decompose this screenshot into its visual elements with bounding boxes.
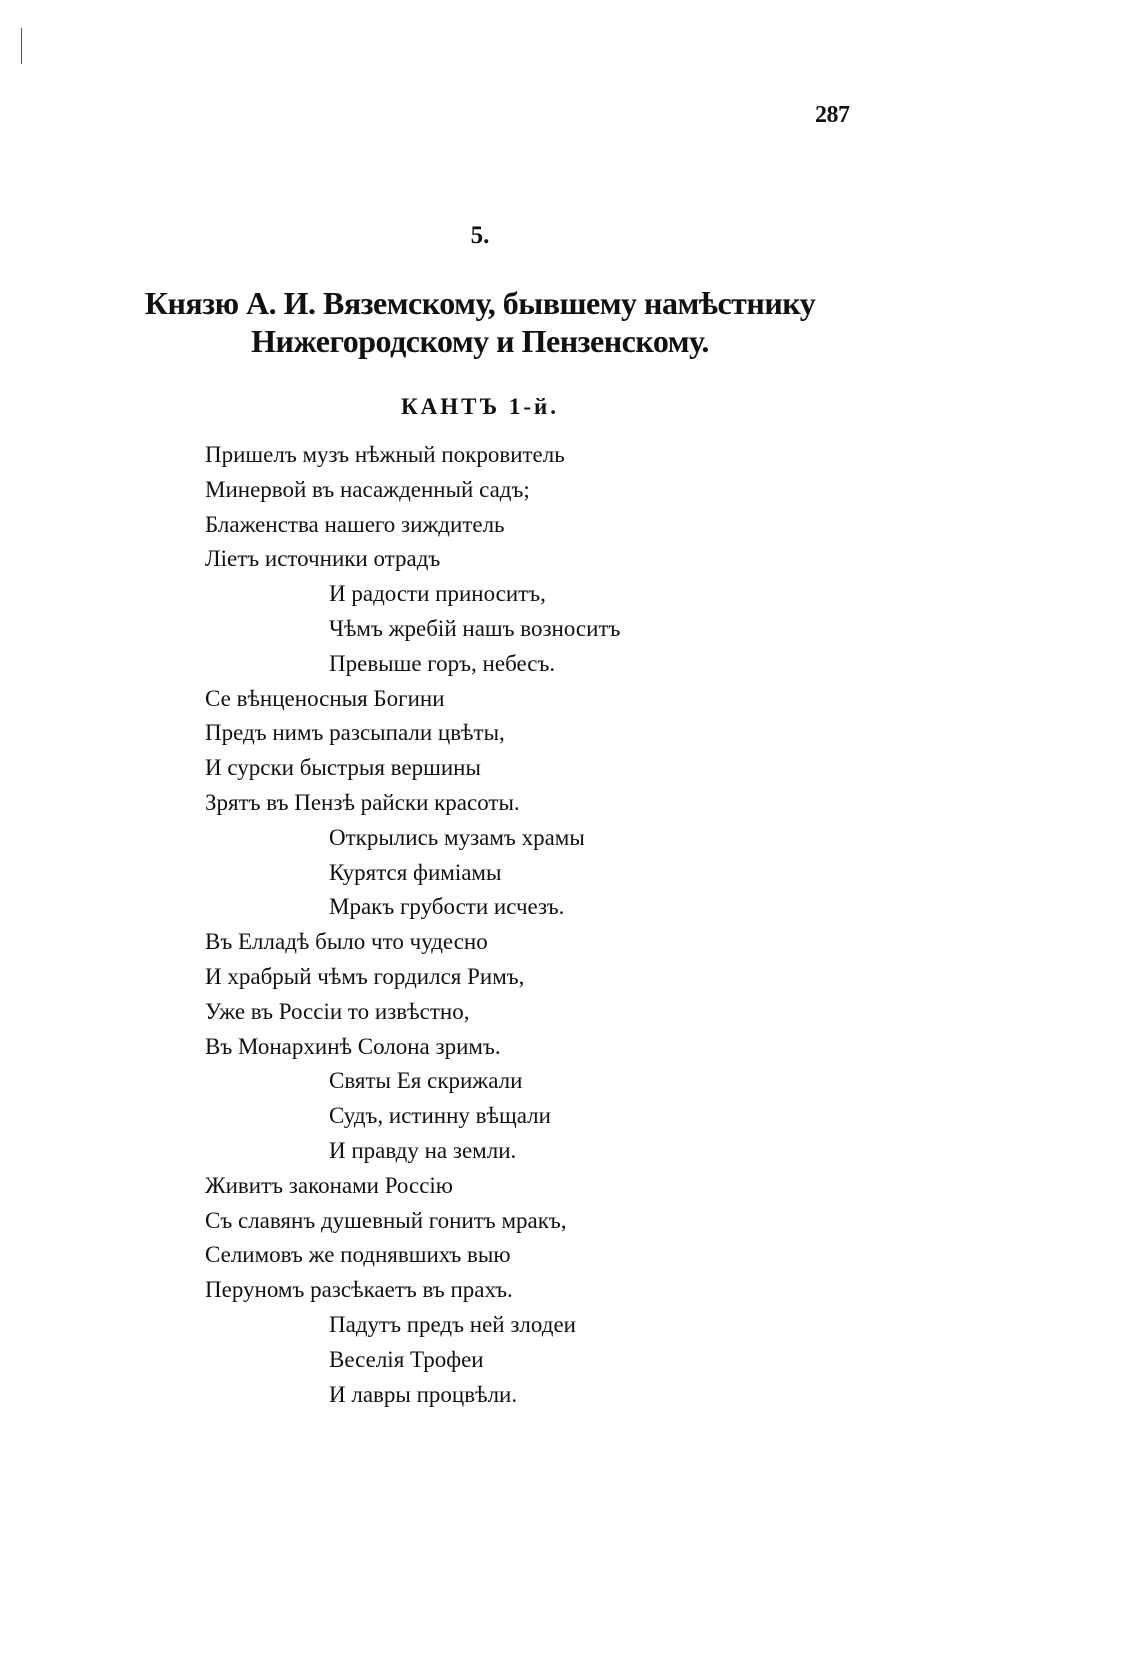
verse-line: Перуномъ разсѣкаетъ въ прахъ. <box>205 1277 513 1303</box>
poem-title-line-1: Князю А. И. Вяземскому, бывшему намѣстнику <box>144 285 816 321</box>
verse-line: Чѣмъ жребій нашъ возноситъ <box>329 615 621 641</box>
verse-line: Блаженства нашего зиждитель <box>205 511 505 537</box>
verse-line: Курятся фиміамы <box>329 859 502 885</box>
verse-line: Предъ нимъ разсыпали цвѣты, <box>205 720 505 746</box>
poem-number: 5. <box>470 222 490 249</box>
verse-line: Превыше горъ, небесъ. <box>329 650 556 676</box>
verse-line: Святы Ея скрижали <box>329 1068 523 1094</box>
verse-line: Въ Елладѣ было что чудесно <box>205 929 488 955</box>
verse-line: Ліетъ источники отрадъ <box>205 546 441 572</box>
verse-line: Живитъ законами Россію <box>205 1172 453 1198</box>
verse-line: Въ Монархинѣ Солона зримъ. <box>205 1033 501 1059</box>
page-number: 287 <box>815 102 850 128</box>
verse-line: Съ славянъ душевный гонитъ мракъ, <box>205 1207 567 1233</box>
poem-subtitle: КАНТЪ 1-й. <box>400 394 560 419</box>
verse-line: Мракъ грубости исчезъ. <box>329 894 565 920</box>
verse-line: И храбрый чѣмъ гордился Римъ, <box>205 963 525 989</box>
verse-line: Се вѣнценосныя Богини <box>205 685 445 711</box>
verse-line: Судъ, истинну вѣщали <box>329 1103 551 1129</box>
verse-line: И радости приноситъ, <box>329 581 546 607</box>
scan-edge-mark <box>21 28 22 64</box>
verse-line: Падутъ предъ ней злодеи <box>329 1311 576 1337</box>
verse-block <box>205 438 620 1412</box>
poem-title-line-2: Нижегородскому и Пензенскому. <box>251 323 709 359</box>
poem-title <box>120 284 840 360</box>
verse-line: Пришелъ музъ нѣжный покровитель <box>205 442 565 467</box>
verse-line: Зрятъ въ Пензѣ райски красоты. <box>205 789 520 815</box>
verse-line: Уже въ Россіи то извѣстно, <box>205 998 470 1024</box>
verse-line: И лавры процвѣли. <box>329 1381 518 1407</box>
verse-line: Веселія Трофеи <box>329 1346 484 1372</box>
verse-line: И сурски быстрыя вершины <box>205 755 481 781</box>
verse-line: Селимовъ же поднявшихъ выю <box>205 1242 511 1268</box>
verse-line: Минервой въ насажденный садъ; <box>205 476 530 502</box>
verse-line: И правду на земли. <box>329 1137 517 1163</box>
verse-line: Открылись музамъ храмы <box>329 824 585 850</box>
